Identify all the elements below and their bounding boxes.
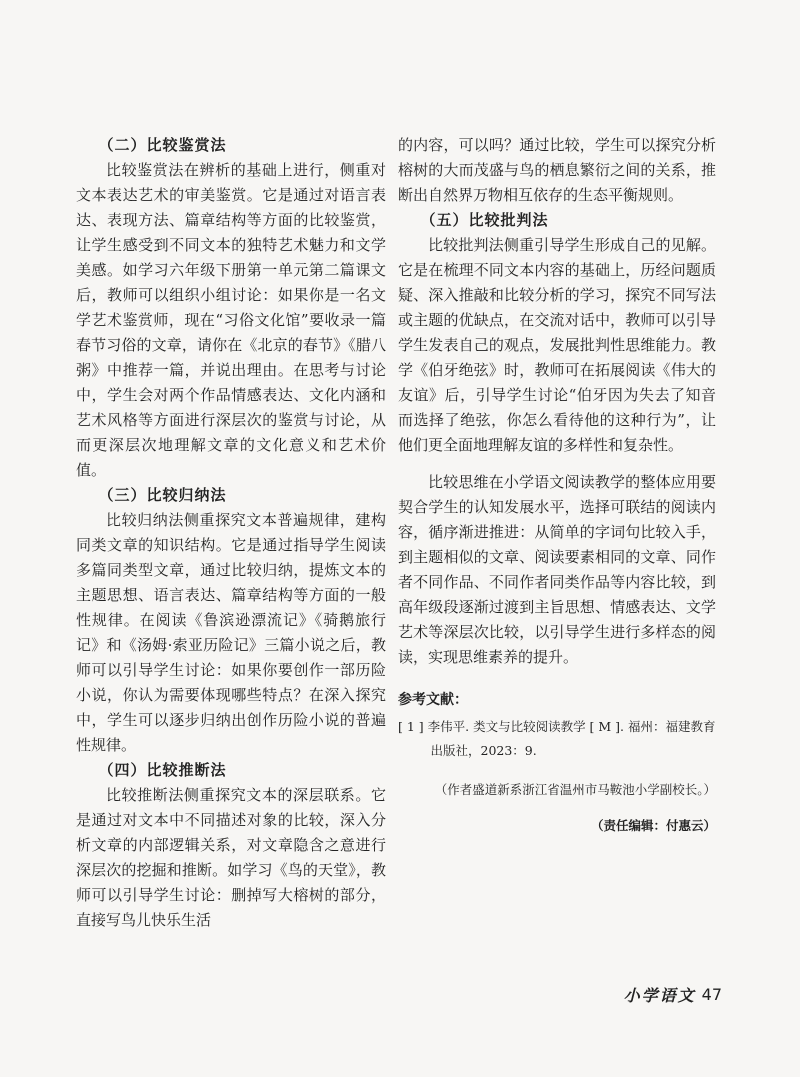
references-title: 参考文献： [398, 692, 468, 708]
magazine-name: 小学语文 [623, 986, 696, 1005]
paragraph: 比较批判法侧重引导学生形成自己的见解。它是在梳理不同文本内容的基础上，历经问题质疑、深入推敲和比较分析的学习，探究不同写法或主题的优缺点，在交流对话中，教师可以引导学生发表自己的观点，发展批判性思维能力。教学《伯牙绝弦》时，教师可在拓展阅读《伟大的友谊》后，引导学生讨论“伯牙因为失去了知音而选择了绝弦，你怎么看待他的这种行为”，让他们更全面地理解友谊的多样性和复杂性。 [398, 236, 716, 454]
section-heading-4: （四）比较推断法 [98, 761, 227, 779]
paragraph: 比较归纳法侧重探究文本普遍规律，建构同类文章的知识结构。它是通过指导学生阅读多篇同类型文章，通过比较归纳，提炼文本的主题思想、语言表达、篇章结构等方面的一般性规律。在阅读《鲁滨逊漂流记》《骑鹅旅行记》和《汤姆·索亚历险记》三篇小说之后，教师可以引导学生讨论：如果你要创作一部历险小说，你认为需要体现哪些特点？在深入探究中，学生可以逐步归纳出创作历险小说的普遍性规律。 [76, 511, 386, 754]
paragraph-continued: 的内容，可以吗？通过比较，学生可以探究分析榕树的大而茂盛与鸟的栖息繁衍之间的关系，推断出自然界万物相互依存的生态平衡规则。 [398, 136, 716, 204]
page-number: 47 [701, 985, 722, 1004]
paragraph: 比较推断法侧重探究文本的深层联系。它是通过对文本中不同描述对象的比较，深入分析文章的内部逻辑关系，对文章隐含之意进行深层次的挖掘和推断。如学习《鸟的天堂》，教师可以引导学生讨论：删掉写大榕树的部分，直接写鸟儿快乐生活 [76, 786, 386, 929]
left-column [76, 133, 386, 933]
right-column [398, 133, 716, 838]
paragraph: 比较思维在小学语文阅读教学的整体应用要契合学生的认知发展水平，选择可联结的阅读内容，循序渐进推进：从简单的字词句比较入手，到主题相似的文章、阅读要素相同的文章、同作者不同作品、不同作者同类作品等内容比较，到高年级段逐渐过渡到主旨思想、情感表达、文学艺术等深层次比较，以引导学生进行多样态的阅读，实现思维素养的提升。 [398, 473, 716, 666]
editor-note: （责任编辑：付惠云） [590, 818, 716, 833]
spacer [398, 458, 716, 470]
section-heading-3: （三）比较归纳法 [98, 486, 227, 504]
paragraph: 比较鉴赏法在辨析的基础上进行，侧重对文本表达艺术的审美鉴赏。它是通过对语言表达、表现方法、篇章结构等方面的比较鉴赏，让学生感受到不同文本的独特艺术魅力和文学美感。如学习六年级下册第一单元第二篇课文后，教师可以组织小组讨论：如果你是一名文学艺术鉴赏师，现在“习俗文化馆”要收录一篇春节习俗的文章，请你在《北京的春节》《腊八粥》中推荐一篇，并说出理由。在思考与讨论中，学生会对两个作品情感表达、文化内涵和艺术风格等方面进行深层次的鉴赏与讨论，从而更深层次地理解文章的文化意义和艺术价值。 [76, 161, 386, 479]
reference-item: [ 1 ] 李伟平. 类文与比较阅读教学 [ M ]. 福州：福建教育出版社，2023：9. [398, 719, 716, 758]
section-heading-5: （五）比较批判法 [420, 211, 549, 229]
page-footer [624, 983, 722, 1006]
author-note: （作者盛道新系浙江省温州市马鞍池小学副校长。） [434, 782, 716, 797]
section-heading-2: （二）比较鉴赏法 [98, 136, 227, 154]
